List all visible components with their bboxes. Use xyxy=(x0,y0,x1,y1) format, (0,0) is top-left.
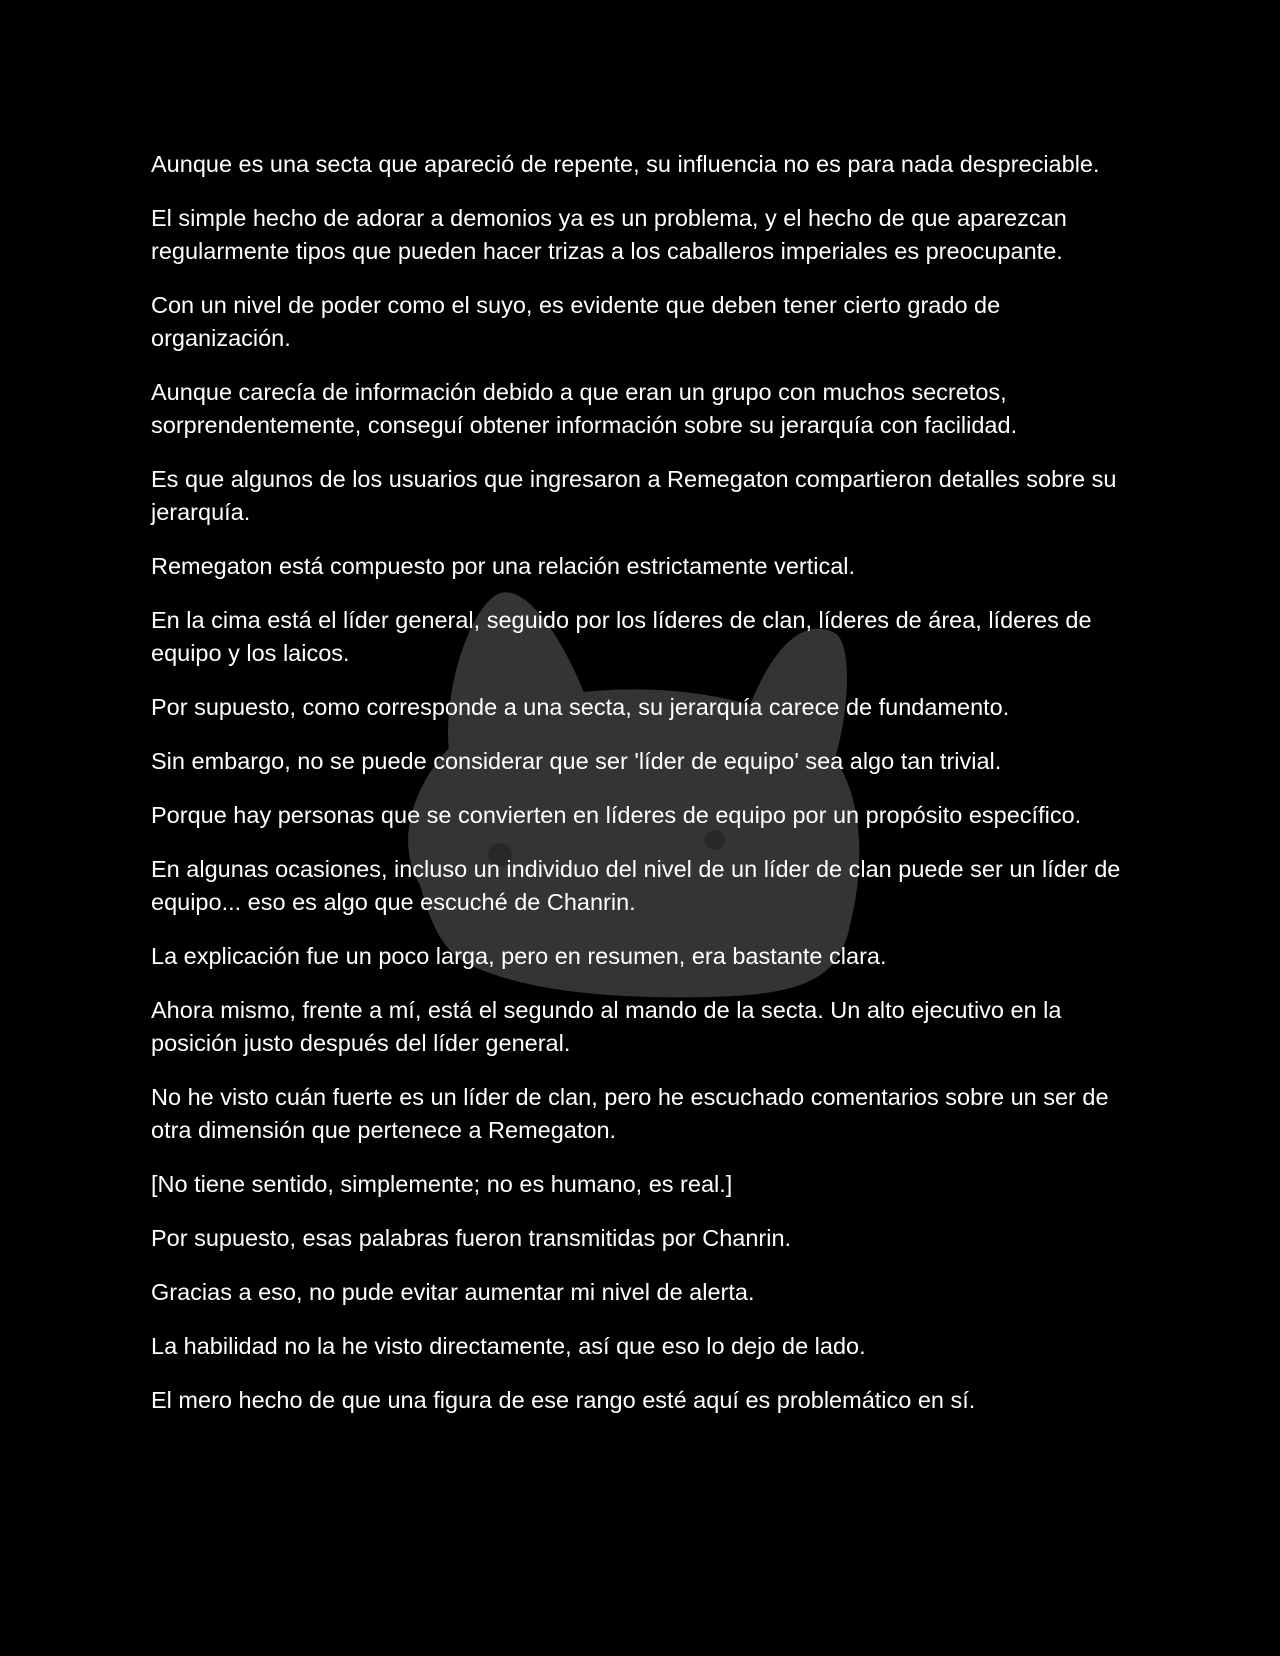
paragraph: En algunas ocasiones, incluso un individuo del nivel de un líder de clan puede ser un líder de equipo... eso es algo que escuché de Chanrin. xyxy=(151,856,1121,915)
paragraph: Con un nivel de poder como el suyo, es evidente que deben tener cierto grado de organización. xyxy=(151,292,1001,351)
paragraph: Por supuesto, como corresponde a una secta, su jerarquía carece de fundamento. xyxy=(151,694,1010,720)
document-body xyxy=(151,148,1141,1438)
paragraph: Ahora mismo, frente a mí, está el segundo al mando de la secta. Un alto ejecutivo en la posición justo después del líder general. xyxy=(151,997,1062,1056)
paragraph: Por supuesto, esas palabras fueron transmitidas por Chanrin. xyxy=(151,1225,792,1251)
paragraph: Sin embargo, no se puede considerar que ser 'líder de equipo' sea algo tan trivial. xyxy=(151,748,1002,774)
paragraph: El mero hecho de que una figura de ese rango esté aquí es problemático en sí. xyxy=(151,1387,976,1413)
paragraph: [No tiene sentido, simplemente; no es humano, es real.] xyxy=(151,1171,733,1197)
paragraph: La explicación fue un poco larga, pero en resumen, era bastante clara. xyxy=(151,943,887,969)
paragraph: Aunque es una secta que apareció de repente, su influencia no es para nada despreciable. xyxy=(151,151,1100,177)
paragraph: Es que algunos de los usuarios que ingresaron a Remegaton compartieron detalles sobre su jerarquía. xyxy=(151,466,1117,525)
paragraph: La habilidad no la he visto directamente, así que eso lo dejo de lado. xyxy=(151,1333,866,1359)
paragraph: No he visto cuán fuerte es un líder de clan, pero he escuchado comentarios sobre un ser de otra dimensión que pertenece a Remegaton. xyxy=(151,1084,1109,1143)
paragraph: En la cima está el líder general, seguido por los líderes de clan, líderes de área, líderes de equipo y los laicos. xyxy=(151,607,1092,666)
paragraph: Gracias a eso, no pude evitar aumentar mi nivel de alerta. xyxy=(151,1279,755,1305)
paragraph: Aunque carecía de información debido a que eran un grupo con muchos secretos, sorprendentemente, conseguí obtener información sobre su jerarquía con facilidad. xyxy=(151,379,1018,438)
paragraph: Remegaton está compuesto por una relación estrictamente vertical. xyxy=(151,553,856,579)
paragraph: El simple hecho de adorar a demonios ya es un problema, y el hecho de que aparezcan regularmente tipos que pueden hacer trizas a los caballeros imperiales es preocupante. xyxy=(151,205,1067,264)
paragraph: Porque hay personas que se convierten en líderes de equipo por un propósito específico. xyxy=(151,802,1082,828)
